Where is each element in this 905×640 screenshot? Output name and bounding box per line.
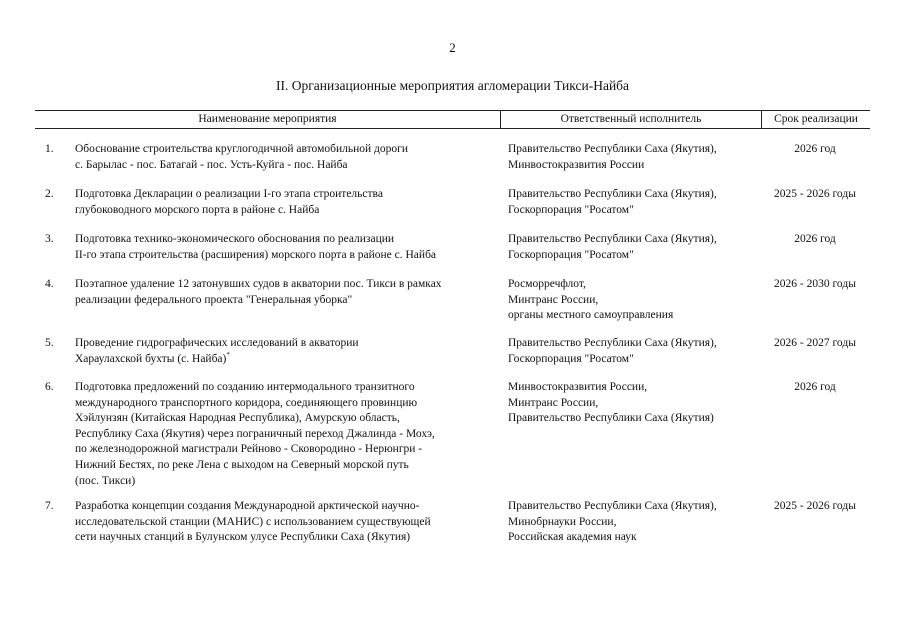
row-term: 2026 год — [794, 233, 836, 245]
table-top-rule — [35, 110, 870, 111]
row-name: Обоснование строительства круглогодичной автомобильной дороги с. Барылас - пос. Батагай - пос. Усть-Куйга - пос. Найба — [75, 143, 409, 171]
row-term: 2026 год — [794, 143, 836, 155]
row-term: 2025 - 2026 годы — [774, 500, 856, 512]
header-term: Срок реализации — [774, 113, 858, 125]
row-number: 1. — [45, 143, 54, 155]
row-executor: Правительство Республики Саха (Якутия), Минобрнауки России, Российская академия наук — [508, 500, 717, 544]
row-executor: Правительство Республики Саха (Якутия), Минвостокразвития России — [508, 143, 717, 171]
row-number: 2. — [45, 188, 54, 200]
row-number: 4. — [45, 278, 54, 290]
row-number: 3. — [45, 233, 54, 245]
header-name: Наименование мероприятия — [198, 113, 337, 125]
header-executor: Ответственный исполнитель — [560, 113, 702, 125]
page-number: 2 — [449, 40, 456, 55]
row-term: 2026 год — [794, 381, 836, 393]
footnote-mark: * — [226, 350, 230, 359]
row-executor: Правительство Республики Саха (Якутия), Госкорпорация "Росатом" — [508, 233, 717, 261]
row-executor: Правительство Республики Саха (Якутия), Госкорпорация "Росатом" — [508, 188, 717, 216]
row-number: 6. — [45, 381, 54, 393]
section-title: II. Организационные мероприятия агломерации Тикси-Найба — [275, 78, 630, 93]
row-name: Подготовка предложений по созданию интермодального транзитного международного транспортного коридора, соединяющего провинцию Хэйлунзян (Китайская Народная Республика), Амурскую область, Республику Саха (Якутия) через пограничный переход Джалинда - Мохэ, по железнодорожной магистрали Рейново - Сковородино - Нерюнгри - Нижний Бестях, по реке Лена с выходом на Северный морской путь (пос. Тикси) — [75, 381, 435, 487]
row-name: Подготовка технико-экономического обоснования по реализации II-го этапа строительства (расширения) морского порта в районе с. Найба — [75, 233, 437, 261]
row-name: Проведение гидрографических исследований в акватории Хараулахской бухты (с. Найба)* — [75, 337, 359, 365]
row-number: 7. — [45, 500, 54, 512]
row-number: 5. — [45, 337, 54, 349]
row-term: 2026 - 2027 годы — [774, 337, 856, 349]
row-executor: Росморречфлот, Минтранс России, органы местного самоуправления — [508, 278, 674, 322]
row-name: Подготовка Декларации о реализации I-го этапа строительства глубоководного морского порта в районе с. Найба — [75, 188, 383, 216]
row-name: Поэтапное удаление 12 затонувших судов в акватории пос. Тикси в рамках реализации федерального проекта "Генеральная уборка" — [75, 278, 442, 306]
row-executor: Правительство Республики Саха (Якутия), Госкорпорация "Росатом" — [508, 337, 717, 365]
header-bottom-rule — [35, 128, 870, 129]
row-name: Разработка концепции создания Международной арктической научно- исследовательской станции (МАНИС) с использованием существующей сети научных станций в Булунском улусе Республики Саха (Якутия) — [75, 500, 431, 544]
row-term: 2025 - 2026 годы — [774, 188, 856, 200]
row-term: 2026 - 2030 годы — [774, 278, 856, 290]
row-executor: Минвостокразвития России, Минтранс России, Правительство Республики Саха (Якутия) — [508, 381, 714, 425]
